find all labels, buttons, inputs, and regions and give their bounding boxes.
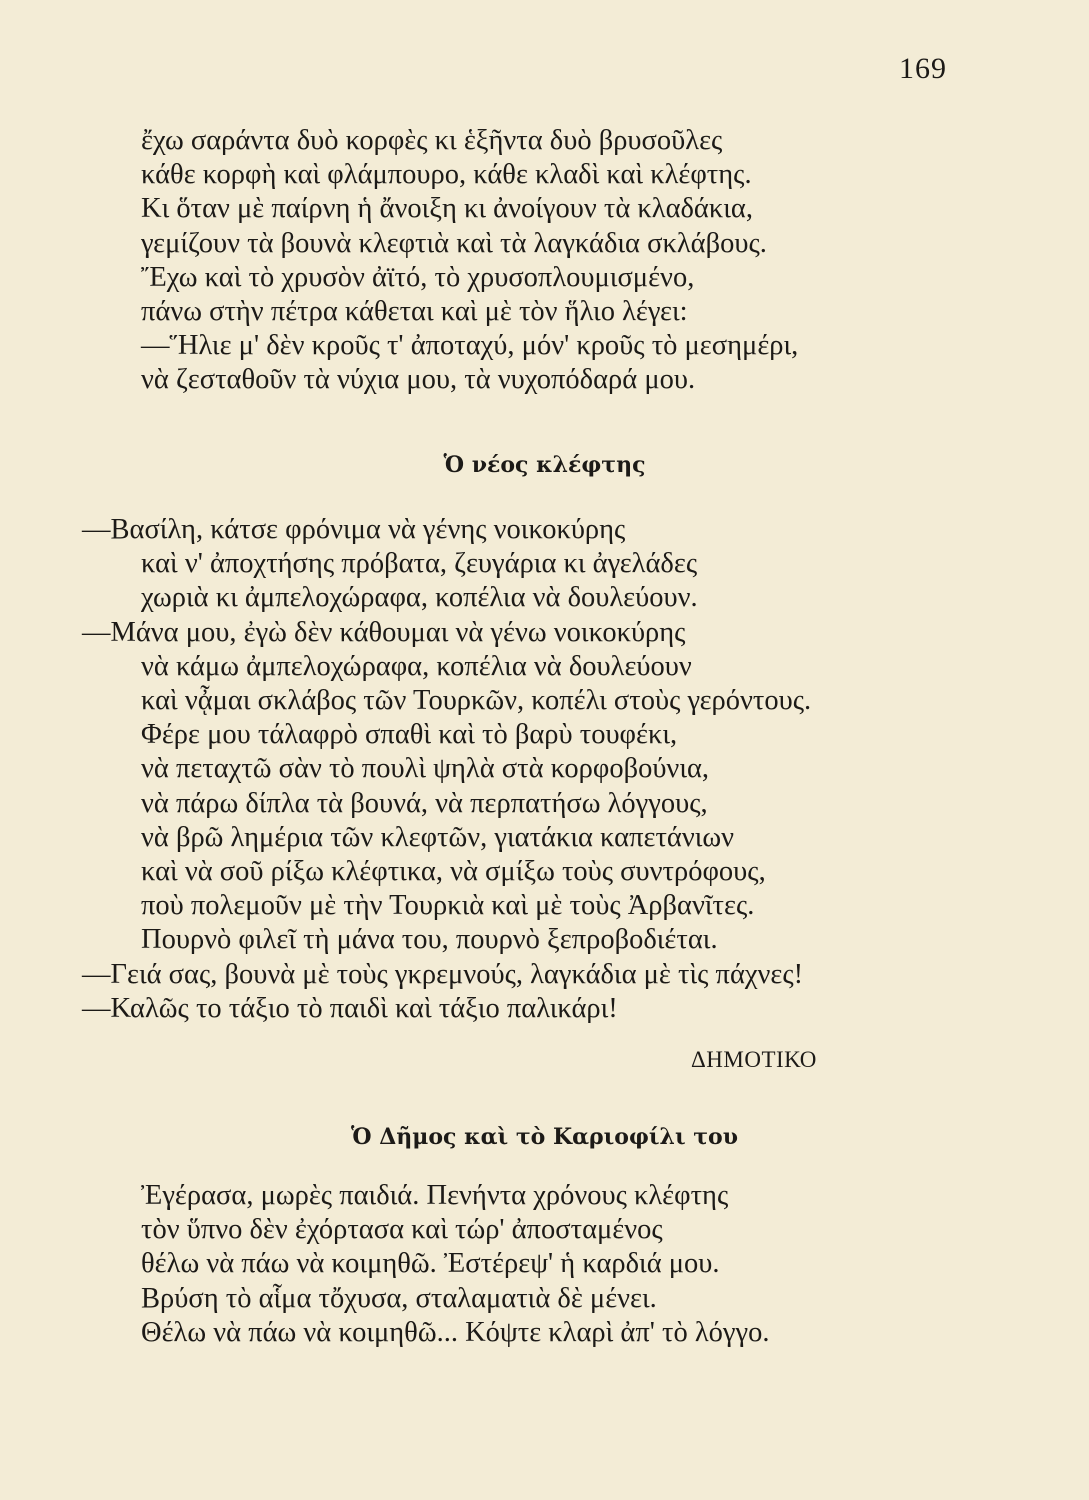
poem-title: Ὁ νέος κλέφτης [443,452,646,478]
verse-line: ἔχω σαράντα δυὸ κορφὲς κι ἑξῆντα δυὸ βρυσοῦλες [141,125,723,156]
verse-line: καὶ νὰ σοῦ ρίξω κλέφτικα, νὰ σμίξω τοὺς συντρόφους, [141,856,766,888]
verse-line: χωριὰ κι ἀμπελοχώραφα, κοπέλια νὰ δουλεύουν. [141,582,698,614]
verse-line: νὰ πεταχτῶ σὰν τὸ πουλὶ ψηλὰ στὰ κορφοβούνια, [141,753,710,785]
verse-line: Φέρε μου τάλαφρὸ σπαθὶ καὶ τὸ βαρὺ τουφέκι, [141,719,678,751]
verse-line: Κι ὅταν μὲ παίρνη ἡ ἄνοιξη κι ἀνοίγουν τὰ κλαδάκια, [141,193,753,225]
poem-body [0,1179,1089,1350]
verse-line: θέλω νὰ πάω νὰ κοιμηθῶ. Ἐστέρεψ' ἡ καρδιά μου. [141,1248,720,1280]
verse-line: Ἐγέρασα, μωρὲς παιδιά. Πενήντα χρόνους κλέφτης [141,1180,729,1211]
verse-line: γεμίζουν τὰ βουνὰ κλεφτιὰ καὶ τὰ λαγκάδια σκλάβους. [141,227,767,259]
verse-line: κάθε κορφὴ καὶ φλάμπουρο, κάθε κλαδὶ καὶ κλέφτης. [141,159,752,191]
page-number: 169 [899,52,947,85]
verse-line: νὰ βρῶ λημέρια τῶν κλεφτῶν, γιατάκια καπετάνιων [141,821,735,853]
verse-line: καὶ νᾆμαι σκλάβος τῶν Τουρκῶν, κοπέλι στοὺς γερόντους. [141,685,812,717]
verse-line: —Ἥλιε μ' δὲν κροῦς τ' ἀποταχύ, μόν' κροῦς τὸ μεσημέρι, [141,330,799,362]
verse-line: Θέλω νὰ πάω νὰ κοιμηθῶ... Κόψτε κλαρὶ ἀπ' τὸ λόγγο. [141,1316,770,1348]
verse-line: —Καλῶς το τάξιο τὸ παιδὶ καὶ τάξιο παλικάρι! [82,992,618,1024]
attribution: ΔΗΜΟΤΙΚΟ [691,1047,817,1072]
verse-line: πάνω στὴν πέτρα κάθεται καὶ μὲ τὸν ἥλιο λέγει: [141,296,688,328]
verse-line: —Μάνα μου, ἐγὼ δὲν κάθουμαι νὰ γένω νοικοκύρης [82,616,686,648]
verse-line: Πουρνὸ φιλεῖ τὴ μάνα του, πουρνὸ ξεπροβοδιέται. [141,924,718,956]
verse-line: νὰ ζεσταθοῦν τὰ νύχια μου, τὰ νυχοπόδαρά μου. [141,364,696,396]
verse-line: Ἔχω καὶ τὸ χρυσὸν ἀϊτό, τὸ χρυσοπλουμισμένο, [141,261,695,293]
verse-line: ποὺ πολεμοῦν μὲ τὴν Τουρκιὰ καὶ μὲ τοὺς Ἀρβανῖτες. [141,890,755,922]
verse-line: —Γειά σας, βουνὰ μὲ τοὺς γκρεμνούς, λαγκάδια μὲ τὶς πάχνες! [82,958,804,990]
verse-line: καὶ ν' ἀποχτήσης πρόβατα, ζευγάρια κι ἀγελάδες [141,548,698,580]
verse-line: τὸν ὕπνο δὲν ἐχόρτασα καὶ τώρ' ἀποσταμένος [141,1214,663,1246]
verse-line: Βρύση τὸ αἷμα τὄχυσα, σταλαματιὰ δὲ μένει. [141,1282,657,1314]
poem-continuation [0,124,1089,398]
poem-body [0,513,1089,1026]
verse-line: —Βασίλη, κάτσε φρόνιμα νὰ γένης νοικοκύρης [82,514,626,545]
poem-title: Ὁ Δῆμος καὶ τὸ Καριοφίλι του [351,1124,738,1150]
verse-line: νὰ πάρω δίπλα τὰ βουνά, νὰ περπατήσω λόγγους, [141,787,708,819]
verse-line: νὰ κάμω ἀμπελοχώραφα, κοπέλια νὰ δουλεύουν [141,650,692,682]
